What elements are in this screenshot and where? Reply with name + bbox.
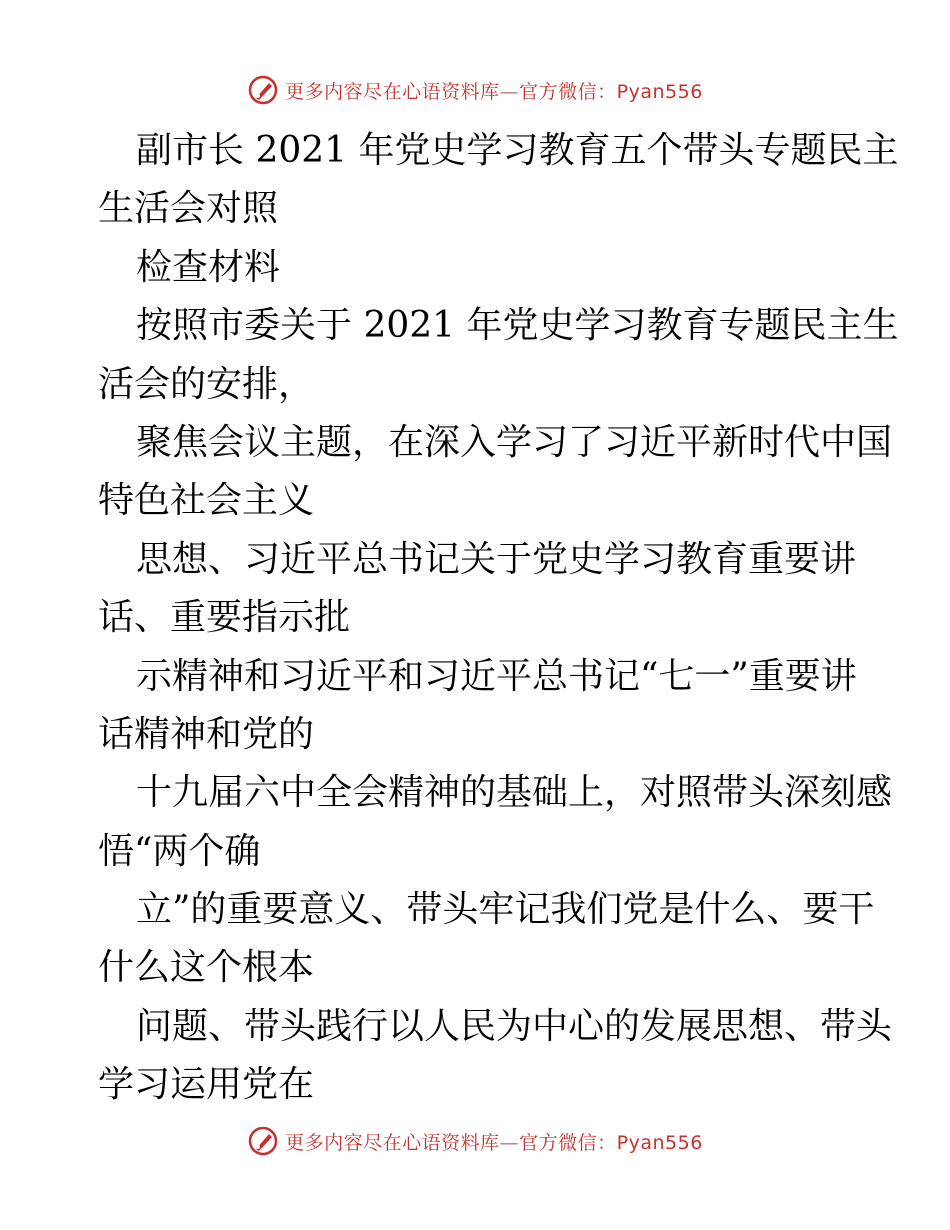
body-line: 副市长 2021 年党史学习教育五个带头专题民主 xyxy=(136,130,899,171)
document-body xyxy=(98,122,899,1115)
body-line: 什么这个根本 xyxy=(98,947,315,989)
footer-banner-main: 更多内容尽在心语资料库 xyxy=(285,1131,500,1154)
body-line: 十九届六中全会精神的基础上，对照带头深刻感 xyxy=(136,772,893,814)
body-line: 立”的重要意义、带头牢记我们党是什么、要干 xyxy=(136,889,875,931)
body-line: 示精神和习近平和习近平总书记“七一”重要讲 xyxy=(136,655,857,697)
header-banner-separator: — xyxy=(499,80,520,103)
body-line: 思想、习近平总书记关于党史学习教育重要讲 xyxy=(136,538,857,580)
body-line: 学习运用党在 xyxy=(98,1064,315,1106)
footer-banner-separator: — xyxy=(499,1131,520,1154)
header-banner-text xyxy=(285,77,703,104)
body-line: 生活会对照 xyxy=(98,188,279,230)
body-line: 按照市委关于 2021 年党史学习教育专题民主生 xyxy=(136,305,899,347)
footer-banner xyxy=(0,1123,950,1159)
header-banner xyxy=(0,72,950,108)
body-line: 话、重要指示批 xyxy=(98,597,351,639)
body-line: 特色社会主义 xyxy=(98,480,315,522)
pen-nib-logo-icon xyxy=(247,1125,279,1157)
pen-nib-logo-icon xyxy=(247,74,279,106)
header-banner-wechat: 官方微信：Pyan556 xyxy=(519,80,703,103)
body-line: 活会的安排， xyxy=(98,363,315,405)
footer-banner-wechat: 官方微信：Pyan556 xyxy=(519,1131,703,1154)
footer-banner-text xyxy=(285,1128,703,1155)
body-line: 检查材料 xyxy=(136,246,281,288)
body-line: 话精神和党的 xyxy=(98,713,315,755)
body-line: 问题、带头践行以人民为中心的发展思想、带头 xyxy=(136,1005,893,1047)
body-line: 聚焦会议主题，在深入学习了习近平新时代中国 xyxy=(136,421,893,463)
body-line: 悟“两个确 xyxy=(98,830,261,872)
header-banner-main: 更多内容尽在心语资料库 xyxy=(285,80,500,103)
